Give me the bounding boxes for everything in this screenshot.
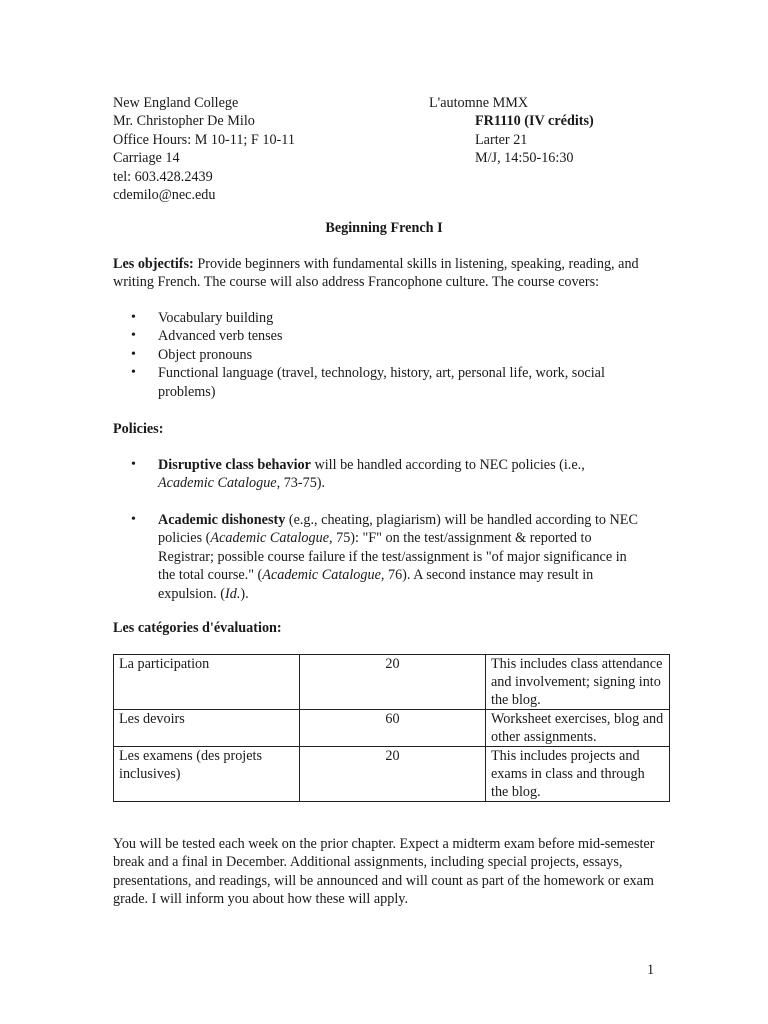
policy-dishonesty (113, 511, 658, 603)
semester: L'automne MMX (429, 95, 529, 111)
page-number: 1 (647, 962, 655, 978)
list-item: • Vocabulary building (113, 309, 658, 327)
policies-heading: Policies: (113, 421, 164, 437)
list-item: • Academic dishonesty (e.g., cheating, plagiarism) will be handled according to NEC policies (Academic Catalogue, 75): "F" on the test/assignment & reported to Registrar; possible course failure if the test/assignment is "of major significance in the total course." (Academic Catalogue, 76). A second instance may result in expulsion. (Id.). (113, 511, 640, 603)
points-cell: 60 (300, 710, 486, 747)
instructor-name: Mr. Christopher De Milo (113, 113, 255, 130)
email-address: cdemilo@nec.edu (113, 186, 216, 203)
college-name: New England College (113, 95, 239, 111)
table-row (114, 710, 670, 747)
objectives-text: Provide beginners with fundamental skills in listening, speaking, reading, and writing French. The course will also address Francophone culture. The course covers: (113, 256, 639, 291)
topics-list (113, 309, 658, 401)
evaluation-heading: Les catégories d'évaluation: (113, 620, 282, 636)
class-schedule: M/J, 14:50-16:30 (475, 150, 574, 167)
policy-disruptive (113, 456, 658, 493)
points-cell: 20 (300, 747, 486, 802)
list-item: • Object pronouns (113, 346, 658, 364)
instructor-info (113, 94, 295, 204)
table-row (114, 747, 670, 802)
course-info (429, 94, 594, 168)
phone-number: tel: 603.428.2439 (113, 168, 213, 185)
category-cell: Les examens (des projets inclusives) (114, 747, 300, 802)
course-code: FR1110 (IV crédits) (475, 113, 594, 130)
course-title: Beginning French I (325, 220, 443, 236)
classroom: Larter 21 (475, 131, 528, 148)
description-cell: This includes projects and exams in class and through the blog. (486, 747, 670, 802)
closing-paragraph: You will be tested each week on the prior chapter. Expect a midterm exam before mid-semester break and a final in December. Additional assignments, including special projects, essays, presentations, and readings, will be announced and will count as part of the homework or exam grade. I will inform you about how these will apply. (113, 836, 655, 908)
office-hours: Office Hours: M 10-11; F 10-11 (113, 131, 295, 148)
office-location: Carriage 14 (113, 150, 180, 167)
list-item: • Functional language (travel, technology, history, art, personal life, work, social problems) (113, 364, 638, 401)
category-cell: Les devoirs (114, 710, 300, 747)
objectives-label: Les objectifs: (113, 256, 194, 272)
objectives-paragraph (113, 255, 658, 292)
points-cell: 20 (300, 655, 486, 710)
description-cell: This includes class attendance and involvement; signing into the blog. (486, 655, 670, 710)
category-cell: La participation (114, 655, 300, 710)
evaluation-table (113, 654, 670, 802)
list-item: • Advanced verb tenses (113, 327, 658, 345)
list-item: • Disruptive class behavior will be handled according to NEC policies (i.e., Academic Catalogue, 73-75). (113, 456, 628, 493)
description-cell: Worksheet exercises, blog and other assignments. (486, 710, 670, 747)
table-row (114, 655, 670, 710)
